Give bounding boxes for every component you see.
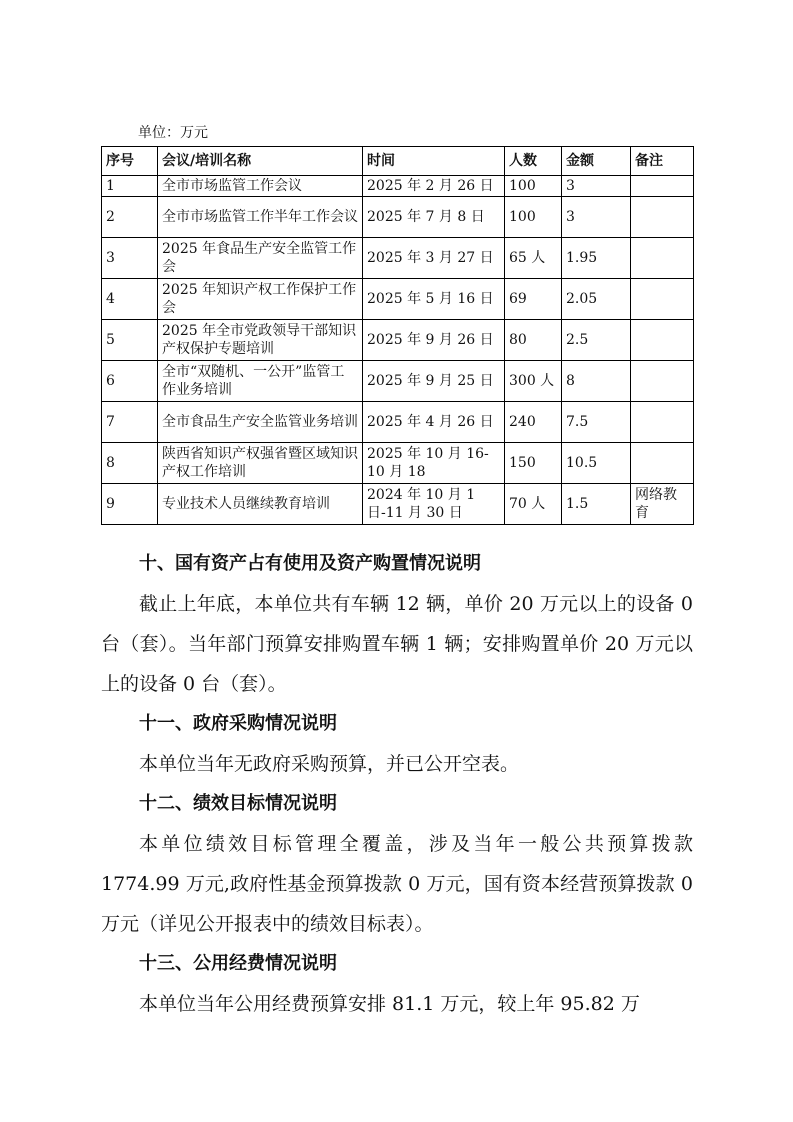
meeting-training-table (101, 146, 694, 525)
cell-name: 2025 年知识产权工作保护工作会 (158, 279, 363, 320)
cell-note (631, 320, 694, 361)
cell-note (631, 238, 694, 279)
cell-amount: 3 (562, 176, 631, 197)
cell-note (631, 176, 694, 197)
cell-name: 2025 年全市党政领导干部知识产权保护专题培训 (158, 320, 363, 361)
cell-people: 100 (505, 176, 562, 197)
header-name: 会议/培训名称 (158, 147, 363, 176)
table-row (102, 176, 694, 197)
cell-people: 300 人 (505, 361, 562, 402)
section-paragraph-public-funds: 本单位当年公用经费预算安排 81.1 万元，较上年 95.82 万 (139, 993, 640, 1015)
section-heading-procurement: 十一、政府采购情况说明 (139, 713, 337, 734)
cell-name: 全市市场监管工作会议 (158, 176, 363, 197)
cell-people: 80 (505, 320, 562, 361)
cell-note (631, 197, 694, 238)
cell-people: 70 人 (505, 484, 562, 525)
cell-time: 2025 年 9 月 26 日 (363, 320, 505, 361)
cell-name: 全市“双随机、一公开”监管工作业务培训 (158, 361, 363, 402)
cell-serial: 2 (102, 197, 158, 238)
cell-time: 2025 年 3 月 27 日 (363, 238, 505, 279)
table-row (102, 197, 694, 238)
cell-serial: 4 (102, 279, 158, 320)
cell-name: 2025 年食品生产安全监管工作会 (158, 238, 363, 279)
cell-people: 150 (505, 443, 562, 484)
cell-amount: 10.5 (562, 443, 631, 484)
header-note: 备注 (631, 147, 694, 176)
cell-people: 65 人 (505, 238, 562, 279)
document-body (101, 544, 693, 1024)
cell-amount: 2.5 (562, 320, 631, 361)
header-amount: 金额 (562, 147, 631, 176)
cell-serial: 5 (102, 320, 158, 361)
cell-note (631, 279, 694, 320)
cell-amount: 3 (562, 197, 631, 238)
table-row (102, 238, 694, 279)
table-row (102, 443, 694, 484)
cell-amount: 7.5 (562, 402, 631, 443)
cell-people: 240 (505, 402, 562, 443)
header-serial: 序号 (102, 147, 158, 176)
cell-serial: 3 (102, 238, 158, 279)
cell-time: 2025 年 9 月 25 日 (363, 361, 505, 402)
cell-note (631, 402, 694, 443)
cell-amount: 1.5 (562, 484, 631, 525)
cell-serial: 7 (102, 402, 158, 443)
table-row (102, 279, 694, 320)
cell-amount: 2.05 (562, 279, 631, 320)
cell-serial: 6 (102, 361, 158, 402)
cell-note (631, 361, 694, 402)
cell-time: 2024 年 10 月 1 日-11 月 30 日 (363, 484, 505, 525)
header-people: 人数 (505, 147, 562, 176)
cell-people: 100 (505, 197, 562, 238)
section-heading-assets: 十、国有资产占有使用及资产购置情况说明 (139, 553, 481, 574)
cell-time: 2025 年 7 月 8 日 (363, 197, 505, 238)
cell-name: 专业技术人员继续教育培训 (158, 484, 363, 525)
cell-serial: 9 (102, 484, 158, 525)
cell-time: 2025 年 10 月 16-10 月 18 (363, 443, 505, 484)
table-header-row (102, 147, 694, 176)
header-time: 时间 (363, 147, 505, 176)
cell-name: 全市市场监管工作半年工作会议 (158, 197, 363, 238)
cell-people: 69 (505, 279, 562, 320)
section-paragraph-performance: 本单位绩效目标管理全覆盖，涉及当年一般公共预算拨款 1774.99 万元,政府性基金预算拨款 0 万元，国有资本经营预算拨款 0 万元（详见公开报表中的绩效目标表）。 (101, 833, 693, 935)
section-heading-public-funds: 十三、公用经费情况说明 (139, 953, 337, 974)
cell-name: 全市食品生产安全监管业务培训 (158, 402, 363, 443)
section-heading-performance: 十二、绩效目标情况说明 (139, 793, 337, 814)
section-paragraph-assets: 截止上年底，本单位共有车辆 12 辆，单价 20 万元以上的设备 0 台（套）。当年部门预算安排购置车辆 1 辆；安排购置单价 20 万元以上的设备 0 台（套）。 (101, 593, 693, 695)
cell-time: 2025 年 4 月 26 日 (363, 402, 505, 443)
table-unit-label: 单位：万元 (138, 125, 208, 141)
cell-note (631, 443, 694, 484)
cell-serial: 8 (102, 443, 158, 484)
table-row (102, 402, 694, 443)
section-paragraph-procurement: 本单位当年无政府采购预算，并已公开空表。 (139, 753, 520, 775)
table-row (102, 484, 694, 525)
cell-time: 2025 年 5 月 16 日 (363, 279, 505, 320)
cell-serial: 1 (102, 176, 158, 197)
table-row (102, 320, 694, 361)
cell-amount: 1.95 (562, 238, 631, 279)
cell-amount: 8 (562, 361, 631, 402)
cell-name: 陕西省知识产权强省暨区域知识产权工作培训 (158, 443, 363, 484)
table-row (102, 361, 694, 402)
cell-note: 网络教育 (631, 484, 694, 525)
cell-time: 2025 年 2 月 26 日 (363, 176, 505, 197)
